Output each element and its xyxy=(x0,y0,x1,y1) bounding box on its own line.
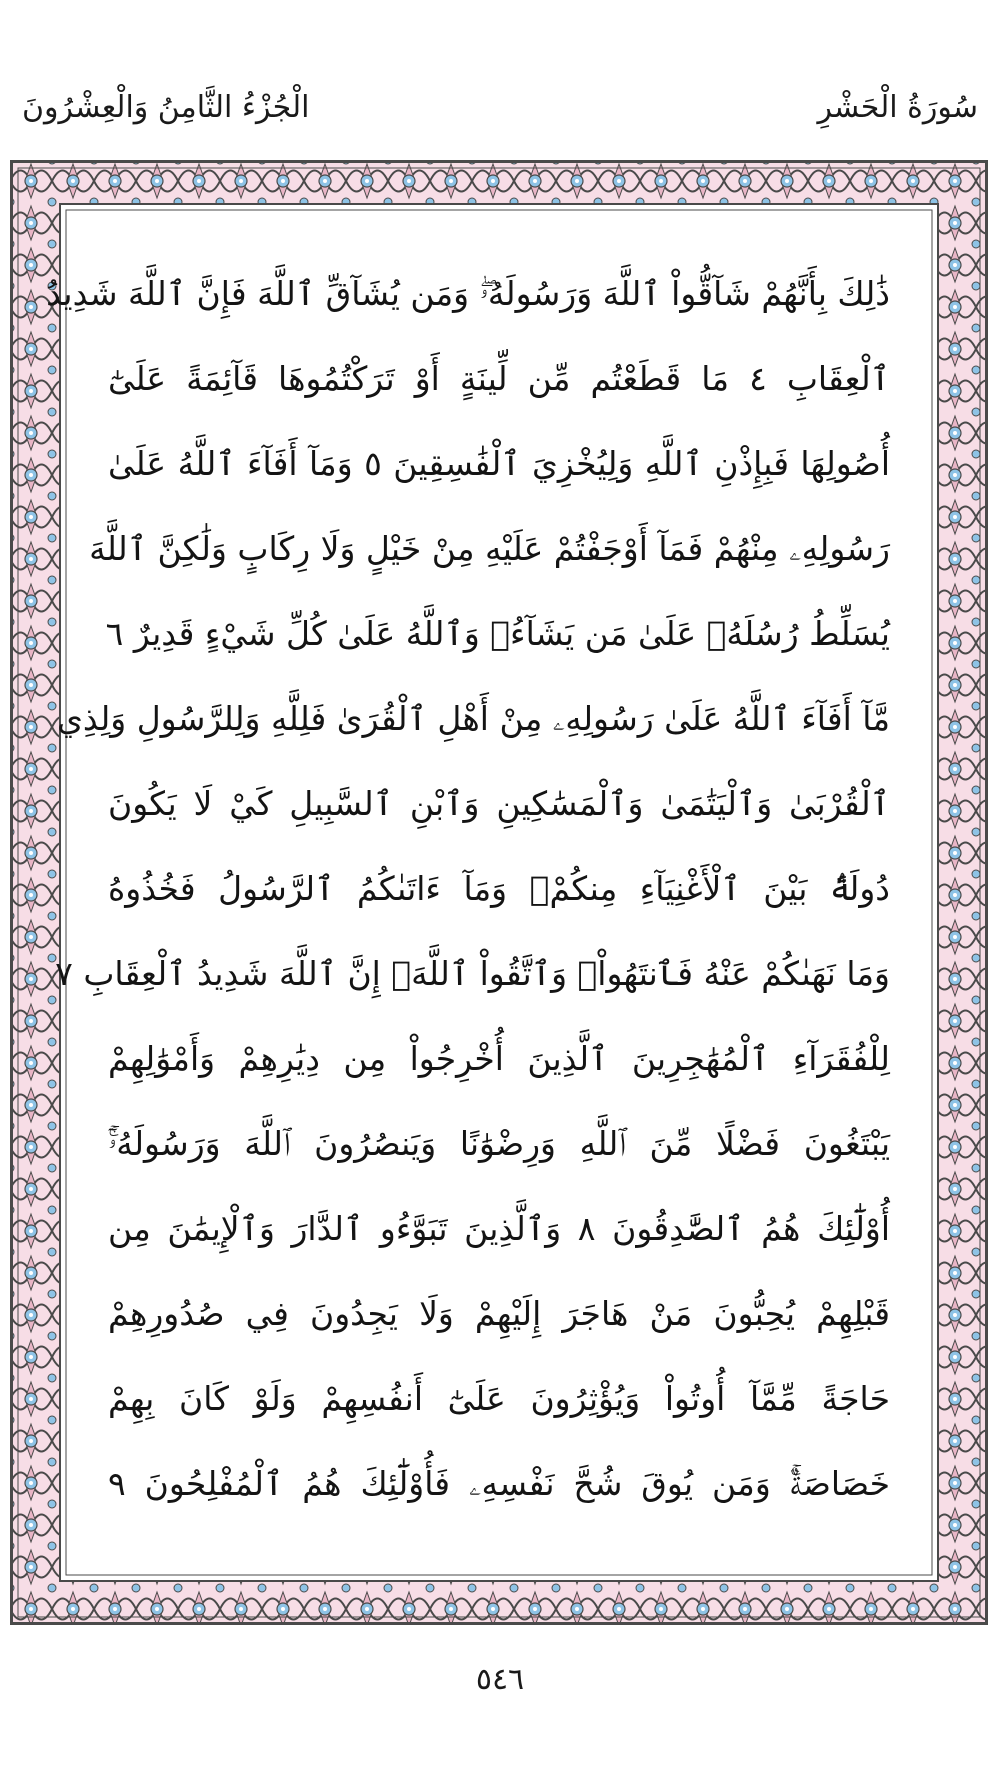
quran-line: أُصُولِهَا فَبِإِذْنِ ٱللَّهِ وَلِيُخْزِيَ ٱلْفَٰسِقِينَ ٥ وَمَآ أَفَآءَ ٱللَّهُ عَلَىٰ xyxy=(108,444,890,483)
quran-line: وَمَا نَهَىٰكُمْ عَنْهُ فَٱنتَهُواْۚ وَٱتَّقُواْ ٱللَّهَۖ إِنَّ ٱللَّهَ شَدِيدُ ٱلْعِقَابِ ٧ xyxy=(55,954,890,993)
quran-line: خَصَاصَةٌۚ وَمَن يُوقَ شُحَّ نَفْسِهِۦ فَأُوْلَٰٓئِكَ هُمُ ٱلْمُفْلِحُونَ ٩ xyxy=(108,1464,890,1503)
page-header xyxy=(22,78,978,138)
quran-line: يُسَلِّطُ رُسُلَهُۥ عَلَىٰ مَن يَشَآءُۚ وَٱللَّهُ عَلَىٰ كُلِّ شَيْءٍ قَدِيرٌ ٦ xyxy=(105,614,890,653)
surah-name: سُورَةُ الْحَشْرِ xyxy=(817,90,978,125)
quran-line: ذَٰلِكَ بِأَنَّهُمْ شَآقُّواْ ٱللَّهَ وَرَسُولَهُۥۖ وَمَن يُشَآقِّ ٱللَّهَ فَإِنَّ ٱللَّهَ شَدِيدُ xyxy=(46,274,890,313)
juz-name: الْجُزْءُ الثَّامِنُ وَالْعِشْرُونَ xyxy=(22,90,310,125)
quran-line: مَّآ أَفَآءَ ٱللَّهُ عَلَىٰ رَسُولِهِۦ مِنْ أَهْلِ ٱلْقُرَىٰ فَلِلَّهِ وَلِلرَّسُولِ وَلِذِي xyxy=(57,699,890,738)
quran-line: قَبْلِهِمْ يُحِبُّونَ مَنْ هَاجَرَ إِلَيْهِمْ وَلَا يَجِدُونَ فِي صُدُورِهِمْ xyxy=(108,1294,890,1333)
quran-line: يَبْتَغُونَ فَضْلًا مِّنَ ٱللَّهِ وَرِضْوَٰنًا وَيَنصُرُونَ ٱللَّهَ وَرَسُولَهُۥٓۚ xyxy=(108,1124,890,1163)
quran-line: دُولَةًۢ بَيْنَ ٱلْأَغْنِيَآءِ مِنكُمْۚ وَمَآ ءَاتَىٰكُمُ ٱلرَّسُولُ فَخُذُوهُ xyxy=(108,869,890,908)
quran-line: لِلْفُقَرَآءِ ٱلْمُهَٰجِرِينَ ٱلَّذِينَ أُخْرِجُواْ مِن دِيَٰرِهِمْ وَأَمْوَٰلِهِمْ xyxy=(108,1039,890,1078)
quran-line: أُوْلَٰٓئِكَ هُمُ ٱلصَّٰدِقُونَ ٨ وَٱلَّذِينَ تَبَوَّءُو ٱلدَّارَ وَٱلْإِيمَٰنَ مِن xyxy=(108,1209,890,1248)
quran-line: ٱلْقُرْبَىٰ وَٱلْيَتَٰمَىٰ وَٱلْمَسَٰكِينِ وَٱبْنِ ٱلسَّبِيلِ كَيْ لَا يَكُونَ xyxy=(108,784,890,823)
quran-text xyxy=(46,255,890,1535)
page-number: ٥٤٦ xyxy=(475,1662,525,1697)
quran-line: ٱلْعِقَابِ ٤ مَا قَطَعْتُم مِّن لِّينَةٍ أَوْ تَرَكْتُمُوهَا قَآئِمَةً عَلَىٰٓ xyxy=(108,359,890,398)
quran-line: رَسُولِهِۦ مِنْهُمْ فَمَآ أَوْجَفْتُمْ عَلَيْهِ مِنْ خَيْلٍ وَلَا رِكَابٍ وَلَٰكِنَّ ٱللَّهَ xyxy=(89,529,890,568)
quran-line: حَاجَةً مِّمَّآ أُوتُواْ وَيُؤْثِرُونَ عَلَىٰٓ أَنفُسِهِمْ وَلَوْ كَانَ بِهِمْ xyxy=(108,1379,890,1418)
